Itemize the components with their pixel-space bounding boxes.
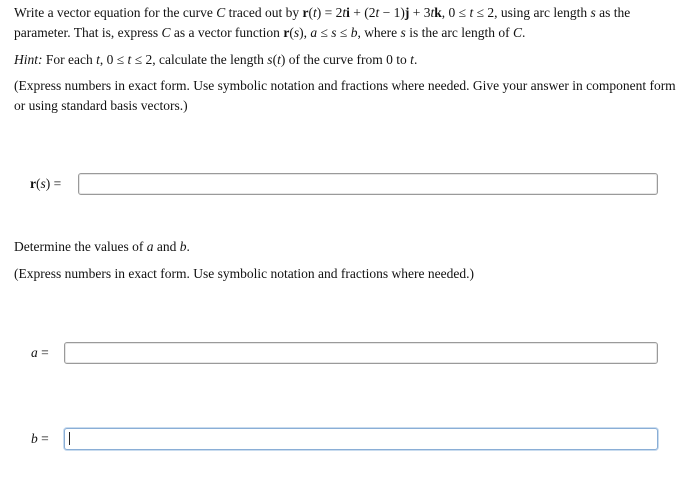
part2-instructions: (Express numbers in exact form. Use symbolic notation and fractions where needed.) xyxy=(14,266,474,281)
text-caret xyxy=(69,432,70,445)
problem-statement: Write a vector equation for the curve C traced out by r(t) = 2ti + (2t − 1)j + 3tk, 0 ≤ t ≤ 2, using arc length s as the parameter. That is, express C as a vector function r(s), a ≤ s ≤ b, where s is the arc length of C. xyxy=(14,5,631,40)
a-answer-row xyxy=(0,342,700,366)
rs-input[interactable] xyxy=(78,173,658,195)
a-label: a = xyxy=(31,345,49,360)
b-label: b = xyxy=(31,431,49,446)
hint-text: Hint: For each t, 0 ≤ t ≤ 2, calculate the length s(t) of the curve from 0 to t. xyxy=(14,52,418,67)
rs-label: r(s) = xyxy=(30,176,62,191)
b-input[interactable] xyxy=(64,428,658,450)
a-input[interactable] xyxy=(64,342,658,364)
part2-prompt: Determine the values of a and b. xyxy=(14,239,190,254)
b-answer-row xyxy=(0,428,700,452)
rs-answer-row xyxy=(0,173,700,197)
format-instructions: (Express numbers in exact form. Use symbolic notation and fractions where needed. Give your answer in component form or using standard basis vectors.) xyxy=(14,78,676,113)
